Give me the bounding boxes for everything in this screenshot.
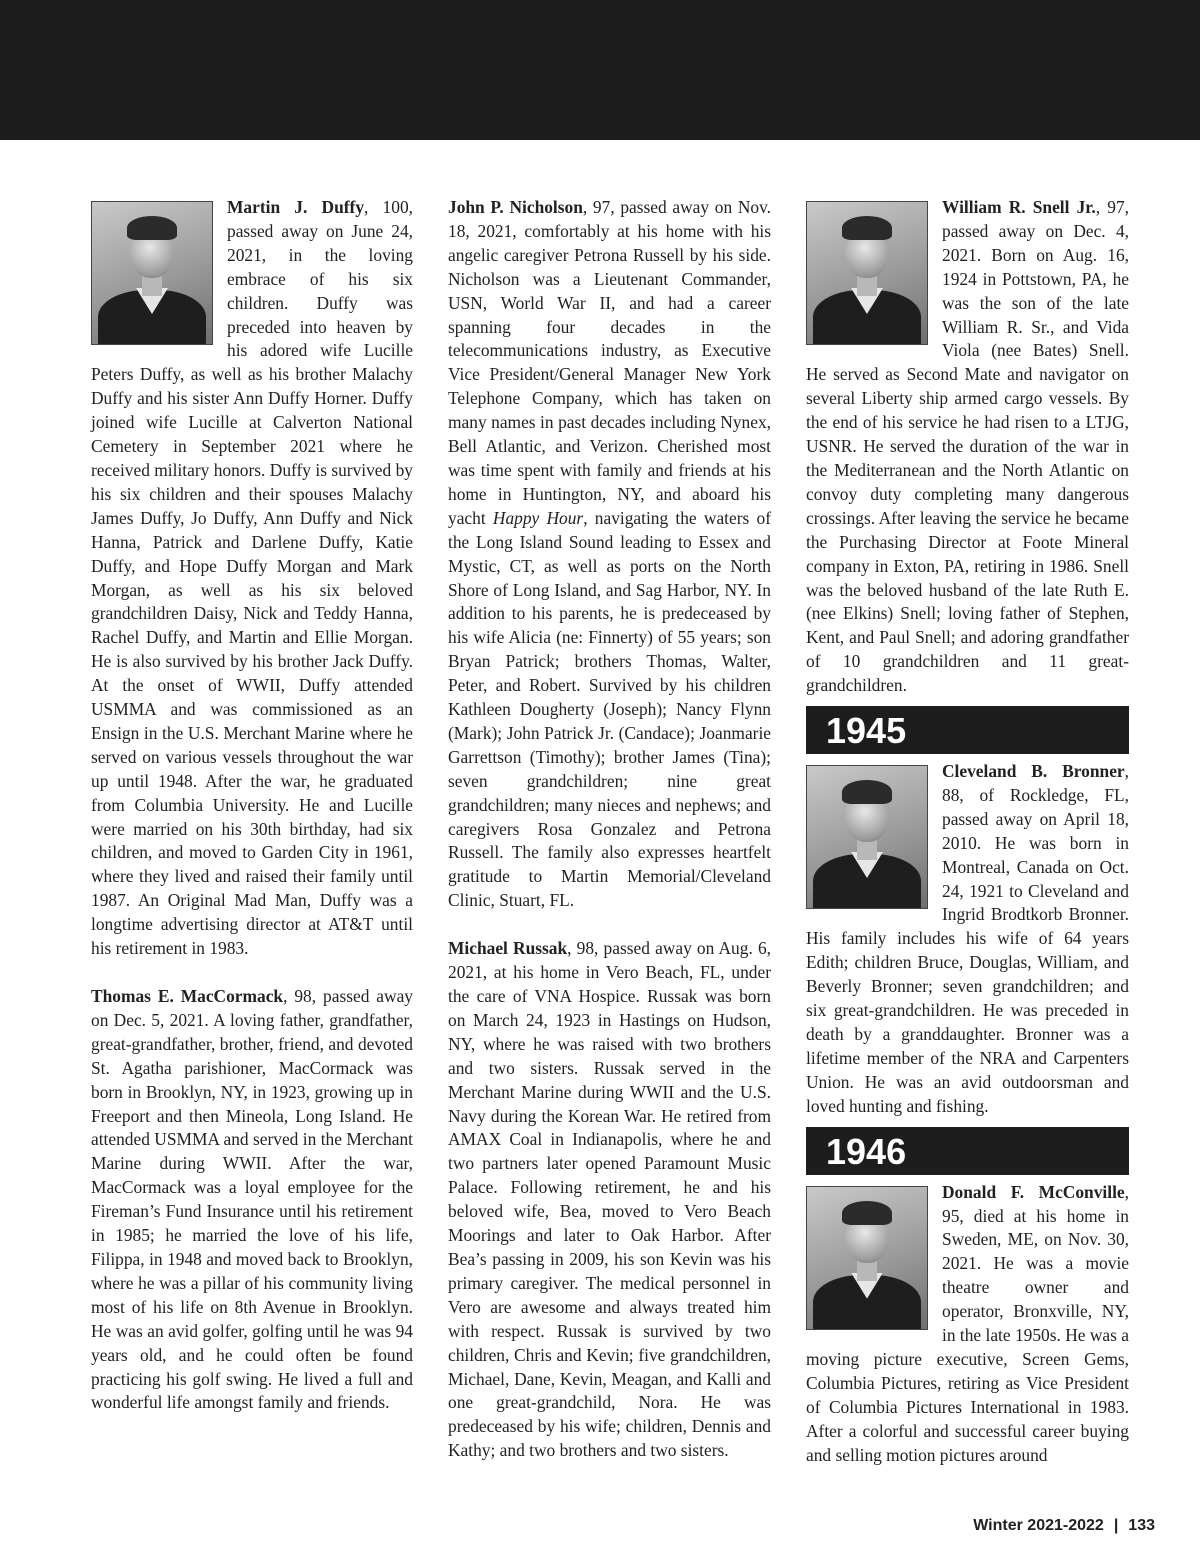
obituary-name: William R. Snell Jr.	[942, 197, 1096, 217]
page-number: 133	[1128, 1517, 1155, 1534]
obituary-text: , 95, died at his home in Sweden, ME, on Nov. 30, 2021. He was a movie theatre owner and operator, Bronxville, NY, in the late 1950s. He was a moving picture executive, Screen Gems, Columbia Pictures, retiring as Vice President of Columbia Pictures International in 1983. After a colorful and successful career buying and selling motion pictures around	[806, 1181, 1129, 1465]
obituary-bronner	[806, 760, 1129, 1119]
column-1	[91, 196, 413, 1415]
obituary-duffy	[91, 196, 413, 961]
column-2	[448, 196, 771, 1463]
obituary-name: Thomas E. MacCormack	[91, 986, 284, 1006]
obituary-maccormack	[91, 985, 413, 1415]
portrait-photo-mcconville	[806, 1186, 928, 1330]
obituary-text: , 88, of Rockledge, FL, passed away on April 18, 2010. He was born in Montreal, Canada on Oct. 24, 1921 to Cleveland and Ingrid Brodtkorb Bronner. His family includes his wife of 64 years Edith; children Bruce, Douglas, William, and Beverly Bronner; seven grandchildren; and six great-grandchildren. He was preceded in death by a granddaughter. Bronner was a lifetime member of the NRA and Carpenters Union. He was an avid outdoorsman and loved hunting and fishing.	[806, 761, 1129, 1116]
obituary-text: , navigating the waters of the Long Island Sound leading to Essex and Mystic, CT, as well as ports on the North Shore of Long Island, and Sag Harbor, NY. In addition to his parents, he is predeceased by his wife Alicia (ne: Finnerty) of 55 years; son Bryan Patrick; brothers Thomas, Walter, Peter, and Robert. Survived by his children Kathleen Dougherty (Joseph); Nancy Flynn (Mark); John Patrick Jr. (Candace); Joanmarie Garrettson (Timothy); brother James (Tina); seven grandchildren; nine great grandchildren; many nieces and nephews; and caregivers Rosa Gonzalez and Petrona Russell. The family also expresses heartfelt gratitude to Martin Memorial/Cleveland Clinic, Stuart, FL.	[448, 507, 771, 911]
obituary-russak	[448, 937, 771, 1463]
yacht-name: Happy Hour	[492, 507, 584, 528]
obituary-name: Donald F. McConville	[942, 1181, 1125, 1202]
obituary-text: , 98, passed away on Dec. 5, 2021. A loving father, grandfather, great-grandfather, brother, friend, and devoted St. Agatha parishioner, MacCormack was born in Brooklyn, NY, in 1923, growing up in Freeport and then Mineola, Long Island. He attended USMMA and served in the Merchant Marine during WWII. After the war, MacCormack was a loyal employee for the Fireman’s Fund Insurance until his retirement in 1985; he married the love of his life, Filippa, in 1948 and moved back to Brooklyn, where he was a pillar of his community living most of his life on 8th Avenue in Brooklyn. He was an avid golfer, golfing until he was 94 years old, and he could often be found practicing his golf swing. He lived a full and wonderful life amongst family and friends.	[91, 986, 414, 1413]
portrait-photo-snell	[806, 201, 928, 345]
portrait-photo-bronner	[806, 765, 928, 909]
issue-label: Winter 2021-2022	[973, 1517, 1104, 1534]
obituary-name: Michael Russak	[448, 938, 568, 959]
class-year-heading-1946: 1946	[806, 1127, 1129, 1175]
class-year-heading-1945: 1945	[806, 706, 1129, 754]
header-bar	[0, 0, 1200, 140]
obituary-text: , 100, passed away on June 24, 2021, in the loving embrace of his six children. Duffy was preceded into heaven by his adored wife Lucille Peters Duffy, as well as his brother Malachy Duffy and his sister Ann Duffy Horner. Duffy joined wife Lucille at Calverton National Cemetery in September 2021 where he received military honors. Duffy is survived by his six children and their spouses Malachy James Duffy, Jo Duffy, Ann Duffy and Nick Hanna, Patrick and Darlene Duffy, Katie Duffy, and Hope Duffy Morgan and Mark Morgan, as well as his six beloved grandchildren Daisy, Nick and Teddy Hanna, Rachel Duffy, and Martin and Ellie Morgan. He is also survived by his brother Jack Duffy. At the onset of WWII, Duffy attended USMMA and was commissioned as an Ensign in the U.S. Merchant Marine where he served on various vessels throughout the war up until 1948. After the war, he graduated from Columbia University. He and Lucille were married on his 30th birthday, had six children, and moved to Garden City in 1961, where they lived and raised their family until 1987. An Original Mad Man, Duffy was a longtime advertising director at AT&T until his retirement in 1983.	[91, 197, 413, 959]
obituary-text: , 98, passed away on Aug. 6, 2021, at his home in Vero Beach, FL, under the care of VNA Hospice. Russak was born on March 24, 1923 in Hastings on Hudson, NY, where he was raised with two brothers and two sisters. Russak served in the Merchant Marine during WWII and the U.S. Navy during the Korean War. He retired from AMAX Coal in Indianapolis, where he and two partners later opened Paramount Music Palace. Following retirement, he and his beloved wife, Bea, moved to Vero Beach Moorings and later to Oak Harbor. After Bea’s passing in 2009, his son Kevin was his primary caregiver. The medical personnel in Vero are awesome and always treated him with respect. Russak is survived by two children, Chris and Kevin; five grandchildren, Michael, Dane, Kevin, Meagan, and Kalli and one great-grandchild, Nora. He was predeceased by his wife; children, Dennis and Kathy; and two brothers and two sisters.	[448, 938, 771, 1461]
obituary-text: , 97, passed away on Nov. 18, 2021, comfortably at his home with his angelic caregiver Petrona Russell by his side. Nicholson was a Lieutenant Commander, USN, World War II, and had a career spanning four decades in the telecommunications industry, as Executive Vice President/General Manager New York Telephone Company, which has taken on many names in past decades including Nynex, Bell Atlantic, and Verizon. Cherished most was time spent with family and friends at his home in Huntington, NY, and aboard his yacht	[448, 197, 771, 528]
obituary-text: , 97, passed away on Dec. 4, 2021. Born on Aug. 16, 1924 in Pottstown, PA, he was the son of the late William R. Sr., and Vida Viola (nee Bates) Snell. He served as Second Mate and navigator on several Liberty ship armed cargo vessels. By the end of his service he had risen to a LTJG, USNR. He served the duration of the war in the Mediterranean and the North Atlantic on convoy duty completing many dangerous crossings. After leaving the service he became the Purchasing Director at Foote Mineral company in Exton, PA, retiring in 1986. Snell was the beloved husband of the late Ruth E. (nee Elkins) Snell; loving father of Stephen, Kent, and Paul Snell; and adoring grandfather of 10 grandchildren and 11 great-grandchildren.	[806, 197, 1129, 696]
obituary-name: Martin J. Duffy	[227, 197, 365, 217]
obituary-name: John P. Nicholson	[448, 197, 583, 217]
page-footer	[973, 1517, 1155, 1535]
obituary-name: Cleveland B. Bronner	[942, 761, 1125, 782]
footer-separator: |	[1113, 1517, 1119, 1534]
obituary-snell	[806, 196, 1129, 698]
column-3	[806, 196, 1129, 1468]
portrait-photo-duffy	[91, 201, 213, 345]
obituary-nicholson	[448, 196, 771, 913]
obituary-mcconville	[806, 1181, 1129, 1468]
